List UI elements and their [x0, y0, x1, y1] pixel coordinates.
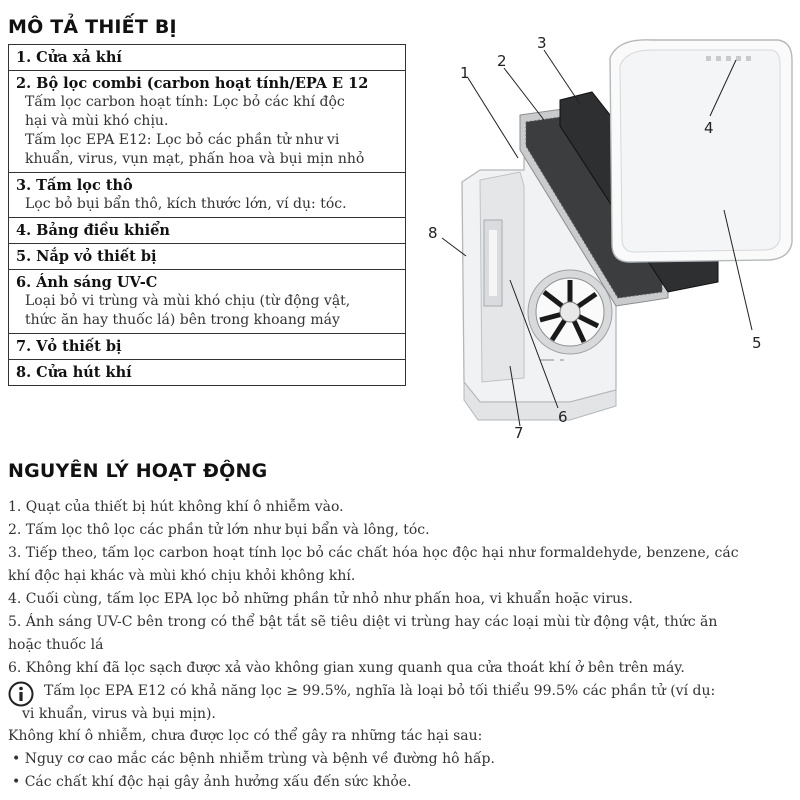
part-description: Tấm lọc EPA E12: Lọc bỏ các phần tử như vi — [25, 132, 340, 148]
callout-label: 4 — [704, 119, 714, 137]
step-line: 2. Tấm lọc thô lọc các phần tử lớn như bụi bẩn và lông, tóc. — [8, 522, 430, 538]
part-description: Lọc bỏ bụi bẩn thô, kích thước lớn, ví dụ: tóc. — [25, 196, 347, 212]
parts-row — [9, 218, 406, 244]
purifier-exploded-diagram — [420, 30, 800, 450]
parts-cell — [9, 71, 406, 173]
part-description: Tấm lọc carbon hoạt tính: Lọc bỏ các khí độc — [25, 94, 345, 110]
parts-cell — [9, 173, 406, 218]
note-line: Tấm lọc EPA E12 có khả năng lọc ≥ 99.5%, nghĩa là loại bỏ tối thiểu 99.5% các phần tử (ví dụ: — [44, 683, 716, 699]
parts-row — [9, 173, 406, 218]
callout-label: 3 — [537, 34, 547, 52]
parts-row — [9, 244, 406, 270]
info-icon — [8, 681, 34, 707]
parts-row — [9, 270, 406, 334]
parts-cell — [9, 270, 406, 334]
callout-label: 8 — [428, 224, 438, 242]
part-title: 5. Nắp vỏ thiết bị — [16, 248, 157, 265]
part-description: khuẩn, virus, vụn mạt, phấn hoa và bụi mịn nhỏ — [25, 151, 365, 167]
section-title-description: MÔ TẢ THIẾT BỊ — [8, 16, 177, 38]
part-title: 3. Tấm lọc thô — [16, 177, 133, 194]
part-description: hại và mùi khó chịu. — [25, 113, 169, 129]
bullet-item: • Các chất khí độc hại gây ảnh hưởng xấu đến sức khỏe. — [12, 774, 412, 790]
step-line: khí độc hại khác và mùi khó chịu khỏi không khí. — [8, 568, 356, 584]
parts-row — [9, 334, 406, 360]
parts-cell — [9, 45, 406, 71]
part-title: 2. Bộ lọc combi (carbon hoạt tính/EPA E 12 — [16, 75, 369, 92]
parts-row — [9, 45, 406, 71]
device-cover — [610, 40, 792, 262]
part-title: 8. Cửa hút khí — [16, 364, 132, 381]
note-line: vi khuẩn, virus và bụi mịn). — [22, 706, 216, 722]
callout-label: 2 — [497, 52, 507, 70]
step-line: 1. Quạt của thiết bị hút không khí ô nhiễm vào. — [8, 499, 344, 515]
parts-cell — [9, 244, 406, 270]
parts-table — [8, 44, 406, 386]
step-line: 5. Ánh sáng UV-C bên trong có thể bật tắt sẽ tiêu diệt vi trùng hay các loại mùi từ động vật, thức ăn — [8, 614, 718, 630]
parts-cell — [9, 218, 406, 244]
callout-label: 7 — [514, 424, 524, 442]
parts-row — [9, 360, 406, 386]
part-title: 1. Cửa xả khí — [16, 49, 122, 66]
part-title: 7. Vỏ thiết bị — [16, 338, 122, 355]
warning-intro: Không khí ô nhiễm, chưa được lọc có thể gây ra những tác hại sau: — [8, 728, 483, 744]
part-title: 4. Bảng điều khiển — [16, 222, 170, 239]
callout-label: 1 — [460, 64, 470, 82]
callout-label: 6 — [558, 408, 568, 426]
callout-label: 5 — [752, 334, 762, 352]
section-title-operation: NGUYÊN LÝ HOẠT ĐỘNG — [8, 460, 268, 482]
parts-row — [9, 71, 406, 173]
step-line: 6. Không khí đã lọc sạch được xả vào không gian xung quanh qua cửa thoát khí ở bên trên máy. — [8, 660, 685, 676]
bullet-item: • Nguy cơ cao mắc các bệnh nhiễm trùng và bệnh về đường hô hấp. — [12, 751, 495, 767]
part-description: Loại bỏ vi trùng và mùi khó chịu (từ động vật, — [25, 293, 351, 309]
part-title: 6. Ánh sáng UV-C — [16, 274, 158, 291]
step-line: 4. Cuối cùng, tấm lọc EPA lọc bỏ những phần tử nhỏ như phấn hoa, vi khuẩn hoặc virus. — [8, 591, 633, 607]
step-line: 3. Tiếp theo, tấm lọc carbon hoạt tính lọc bỏ các chất hóa học độc hại như formaldehyde, benzene, các — [8, 545, 739, 561]
parts-cell — [9, 334, 406, 360]
parts-cell — [9, 360, 406, 386]
step-line: hoặc thuốc lá — [8, 637, 104, 653]
part-description: thức ăn hay thuốc lá) bên trong khoang máy — [25, 312, 340, 328]
